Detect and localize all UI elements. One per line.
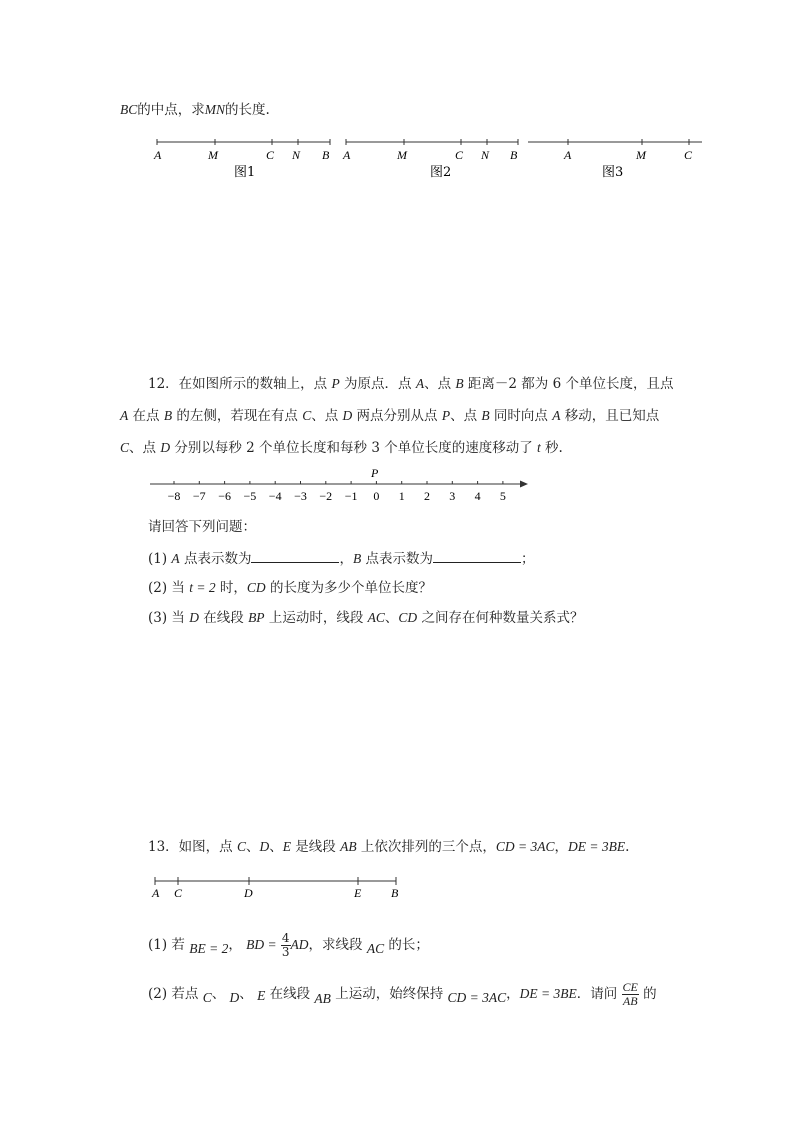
- text-run: 、: [246, 839, 260, 855]
- fig3-label-c: C: [684, 148, 693, 162]
- axis-tick-label: 0: [373, 489, 380, 503]
- text-run: 、点: [424, 376, 456, 392]
- fraction-four-thirds: [281, 932, 291, 959]
- text-run: 13．如图，点: [148, 839, 237, 855]
- axis-tick-label: −6: [218, 489, 231, 503]
- sub1-a-text: 点表示数为: [179, 551, 252, 567]
- text-run: .: [625, 839, 630, 855]
- text-run: 的中点，求: [137, 102, 205, 118]
- sub1-b-text: 点表示数为: [361, 551, 434, 567]
- q12-line-2: [120, 407, 659, 425]
- axis-tick-label: 3: [449, 489, 456, 503]
- seg-label-c: C: [174, 886, 183, 900]
- math-variable: A: [120, 408, 129, 423]
- frac-ce: CE: [622, 980, 638, 994]
- fig3-label-m: M: [636, 148, 646, 162]
- q13-line-1: [148, 838, 629, 856]
- text-run: 在点: [128, 408, 164, 424]
- math-variable: t = 2: [189, 580, 216, 595]
- seg-label-a: A: [152, 886, 160, 900]
- text-run: (3) 当: [148, 610, 190, 626]
- text-run: 、: [384, 610, 399, 626]
- q13-sub2: [148, 976, 657, 1012]
- q13-sub1-number: (1): [148, 937, 168, 953]
- axis-tick-label: −8: [167, 489, 181, 503]
- text-run: 上依次排列的三个点，: [356, 839, 496, 855]
- text-run: 之间存在何种数量关系式？: [417, 610, 584, 626]
- fig2-label-n: N: [481, 148, 490, 162]
- sub1-sep: ，: [339, 551, 353, 567]
- sub1-var-b: B: [352, 551, 362, 566]
- figure-3: [528, 139, 702, 180]
- axis-tick-label: −2: [319, 489, 333, 503]
- axis-tick-label: −1: [344, 489, 358, 503]
- fraction-ce-ab: [622, 981, 639, 1008]
- q13-sub1-mid: ，求线段: [308, 937, 367, 953]
- math-variable: C: [302, 408, 312, 423]
- math-variable: D: [342, 408, 353, 423]
- text-run: 、点: [129, 440, 161, 456]
- math-variable: MN: [204, 102, 226, 117]
- q12-sub3: [148, 609, 583, 627]
- text-run: ，: [554, 839, 569, 855]
- axis-tick-label: −7: [192, 489, 206, 503]
- math-variable: DE = 3BE: [568, 839, 626, 854]
- text-run: 为原点．点: [339, 376, 416, 392]
- axis-tick-label: −4: [268, 489, 282, 503]
- math-variable: E: [282, 839, 291, 854]
- text-run: 的左侧，若现在有点: [172, 408, 303, 424]
- q11-text-line: [120, 101, 270, 119]
- q13-sub2-pre: 若点: [167, 986, 203, 1002]
- text-run: 同时向点: [489, 408, 553, 424]
- q13-sub2-mid: 在线段: [265, 986, 315, 1002]
- text-run: (2) 当: [148, 580, 190, 596]
- frac-den: 3: [281, 945, 290, 959]
- axis-tick-label: 4: [474, 489, 481, 503]
- math-variable: BC: [120, 102, 138, 117]
- axis-tick-label: 2: [424, 489, 430, 503]
- q11-figures: [0, 130, 800, 330]
- q12-line-3: [120, 439, 563, 457]
- q13-sub1: [148, 928, 429, 962]
- text-run: 、: [269, 839, 283, 855]
- sub1-number: (1): [148, 551, 168, 567]
- math-variable: CD: [246, 580, 266, 595]
- q13-sub2-c: C: [202, 990, 212, 1005]
- math-variable: A: [552, 408, 561, 423]
- q13-sub2-sep: ，: [506, 986, 520, 1002]
- math-variable: C: [120, 440, 130, 455]
- q12-prompt: 请回答下列问题：: [148, 519, 256, 535]
- point-p-label: P: [371, 466, 379, 480]
- q13-sub2-dun1: 、: [211, 986, 226, 1002]
- q13-sub2-e: E: [257, 988, 266, 1003]
- math-variable: BP: [248, 610, 265, 625]
- q13-sub1-rhs: AD: [290, 937, 309, 952]
- axis-tick-label: −5: [243, 489, 257, 503]
- fig2-label-m: M: [397, 148, 407, 162]
- sub1-var-a: A: [171, 551, 180, 566]
- text-run: 两点分别从点: [352, 408, 442, 424]
- q13-sub2-dun2: 、: [239, 986, 253, 1002]
- q13-sub2-mid3: ．请问: [576, 986, 622, 1002]
- fig2-label-a: A: [343, 148, 351, 162]
- q13-sub2-seg: AB: [314, 991, 331, 1006]
- q13-sub2-end: 的: [638, 986, 657, 1002]
- answer-blank-b[interactable]: [433, 548, 521, 563]
- seg-label-e: E: [354, 886, 362, 900]
- seg-label-b: B: [391, 886, 399, 900]
- math-variable: A: [415, 376, 425, 391]
- q13-sub2-mid2: 上运动，始终保持: [330, 986, 448, 1002]
- math-variable: AC: [367, 610, 385, 625]
- math-variable: B: [481, 408, 490, 423]
- q13-sub2-cond1: CD = 3AC: [447, 990, 507, 1005]
- fig1-label-m: M: [208, 148, 218, 162]
- fig3-label-a: A: [564, 148, 572, 162]
- math-variable: D: [160, 440, 171, 455]
- frac-ab: AB: [622, 994, 638, 1008]
- q13-sub1-end: 的长；: [384, 937, 429, 953]
- q13-sub1-pre: 若: [167, 937, 190, 953]
- math-variable: D: [259, 839, 270, 854]
- q12-line-1: [148, 375, 673, 393]
- fig1-label-a: A: [154, 148, 162, 162]
- fig1-label-b: B: [322, 148, 330, 162]
- frac-num: 4: [281, 931, 290, 945]
- q12-sub2: [148, 579, 432, 597]
- seg-label-d: D: [244, 886, 253, 900]
- q13-sub1-cond: BE = 2: [189, 941, 229, 956]
- fig1-label-n: N: [292, 148, 301, 162]
- math-variable: B: [455, 376, 464, 391]
- figure-2: [342, 139, 518, 180]
- fig2-label-b: B: [510, 148, 518, 162]
- answer-blank-a[interactable]: [251, 548, 339, 563]
- q13-sub2-cond2: DE = 3BE: [519, 986, 577, 1001]
- math-variable: D: [189, 610, 199, 625]
- text-run: 的长度.: [225, 102, 270, 118]
- axis-tick-label: 1: [398, 489, 405, 503]
- q13-sub1-lhs: BD =: [246, 937, 277, 952]
- q13-sub2-d: D: [229, 990, 240, 1005]
- sub1-end: ；: [521, 551, 535, 567]
- axis-tick-label: −3: [294, 489, 307, 503]
- text-run: 上运动时，线段: [264, 610, 368, 626]
- fig2-caption: 图2: [430, 165, 452, 180]
- math-variable: CD = 3AC: [495, 839, 555, 854]
- math-variable: B: [163, 408, 173, 423]
- math-variable: CD: [398, 610, 418, 625]
- segment-figure: [0, 870, 800, 910]
- text-run: 是线段: [291, 839, 341, 855]
- text-run: 分别以每秒 2 个单位长度和每秒 3 个单位长度的速度移动了: [170, 440, 537, 456]
- text-run: 的长度为多少个单位长度？: [265, 580, 432, 596]
- text-run: 时，: [215, 580, 247, 596]
- axis-tick-label: 5: [499, 489, 506, 503]
- text-run: 距离－2 都为 6 个单位长度，且点: [463, 376, 674, 392]
- q13-sub1-sep: ，: [228, 937, 242, 953]
- fig1-label-c: C: [266, 148, 275, 162]
- math-variable: AB: [340, 839, 357, 854]
- text-run: 在线段: [198, 610, 249, 626]
- q13-sub1-seg: AC: [366, 941, 385, 956]
- q13-sub2-number: (2): [148, 986, 168, 1002]
- math-variable: P: [331, 376, 340, 391]
- fig1-caption: 图1: [234, 165, 256, 180]
- q12-sub1: [148, 548, 535, 568]
- text-run: 秒.: [540, 440, 563, 456]
- math-variable: t: [537, 440, 541, 455]
- fig2-label-c: C: [455, 148, 464, 162]
- math-variable: P: [441, 408, 451, 423]
- text-run: 、点: [311, 408, 343, 424]
- figure-1: [153, 139, 330, 180]
- math-variable: C: [236, 839, 246, 854]
- number-line: [0, 462, 800, 512]
- text-run: 移动，且已知点: [560, 408, 660, 424]
- text-run: 、点: [450, 408, 482, 424]
- text-run: 12．在如图所示的数轴上，点: [148, 376, 332, 392]
- fig3-caption: 图3: [602, 165, 624, 180]
